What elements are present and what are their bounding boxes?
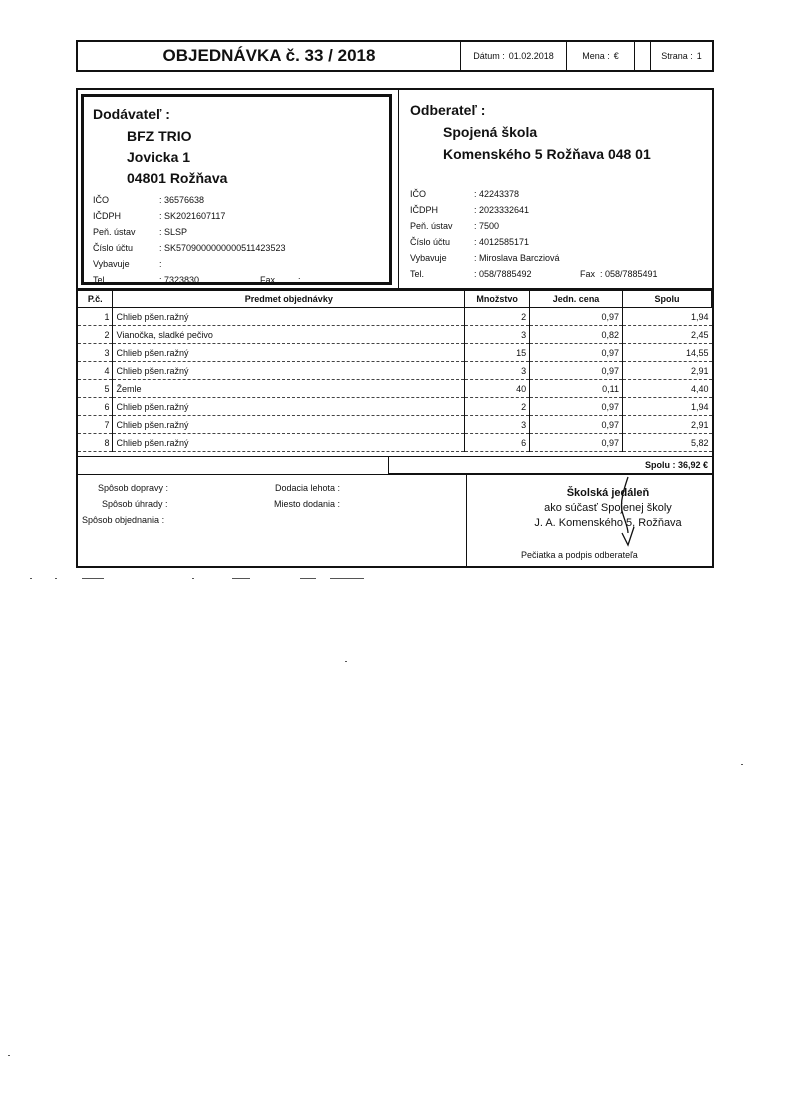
- cell-total: 2,91: [623, 416, 712, 434]
- customer-icdph-label: IČDPH: [410, 205, 439, 215]
- col-header-total: Spolu: [623, 291, 712, 308]
- items-table: [78, 290, 712, 452]
- cell-no: 8: [78, 434, 113, 452]
- cell-item: Chlieb pšen.ražný: [113, 434, 465, 452]
- page-value: 1: [696, 51, 702, 61]
- customer-handler-value: : Miroslava Barcziová: [474, 253, 560, 263]
- supplier-fax-label: Fax: [260, 275, 276, 285]
- cell-total: 4,40: [623, 380, 712, 398]
- customer-fax-label: Fax: [580, 269, 596, 279]
- cell-no: 3: [78, 344, 113, 362]
- cell-qty: 40: [465, 380, 530, 398]
- table-row: [78, 380, 712, 398]
- cell-qty: 3: [465, 362, 530, 380]
- items-section: [76, 290, 714, 476]
- cell-no: 1: [78, 308, 113, 326]
- cell-no: 2: [78, 326, 113, 344]
- currency-label: Mena :: [582, 51, 610, 61]
- page-label: Strana :: [661, 51, 693, 61]
- customer-bank-label: Peň. ústav: [410, 221, 453, 231]
- scan-speck: [300, 578, 316, 579]
- page-cell: [650, 42, 712, 70]
- cell-price: 0,97: [530, 416, 623, 434]
- scan-speck: [330, 578, 364, 579]
- supplier-account-value: : SK5709000000000511423523: [159, 243, 286, 253]
- supplier-bank-label: Peň. ústav: [93, 227, 136, 237]
- table-header-row: [78, 291, 712, 308]
- table-row: [78, 434, 712, 452]
- table-row: [78, 344, 712, 362]
- scan-speck: [30, 578, 32, 579]
- supplier-fax-value: :: [298, 275, 301, 285]
- cell-item: Vianočka, sladké pečivo: [113, 326, 465, 344]
- cell-qty: 2: [465, 398, 530, 416]
- delivery-term-label: Dodacia lehota :: [275, 483, 341, 493]
- cell-total: 5,82: [623, 434, 712, 452]
- scan-speck: [345, 661, 347, 662]
- customer-bank-value: : 7500: [474, 221, 500, 231]
- col-header-item: Predmet objednávky: [113, 291, 465, 308]
- cell-item: Chlieb pšen.ražný: [113, 308, 465, 326]
- scan-speck: [55, 578, 57, 579]
- handwritten-signature-icon: [598, 475, 658, 555]
- supplier-ico-label: IČO: [93, 195, 110, 205]
- supplier-icdph-label: IČDPH: [93, 211, 122, 221]
- currency-cell: [566, 42, 634, 70]
- cell-no: 7: [78, 416, 113, 434]
- parties-section: [76, 88, 714, 290]
- scan-speck: [741, 764, 743, 765]
- supplier-bank-value: : SLSP: [159, 227, 188, 237]
- table-row: [78, 398, 712, 416]
- cell-price: 0,97: [530, 362, 623, 380]
- supplier-handler-label: Vybavuje: [93, 259, 130, 269]
- supplier-account-label: Číslo účtu: [93, 243, 134, 253]
- parties-divider: [398, 90, 399, 288]
- scan-speck: [192, 578, 194, 579]
- customer-account-label: Číslo účtu: [410, 237, 451, 247]
- cell-qty: 2: [465, 308, 530, 326]
- supplier-handler-value: :: [159, 259, 162, 269]
- cell-item: Chlieb pšen.ražný: [113, 398, 465, 416]
- cell-price: 0,97: [530, 344, 623, 362]
- table-row: [78, 308, 712, 326]
- transport-label: Spôsob dopravy :: [98, 483, 169, 493]
- customer-phone-value: : 058/7885492: [474, 269, 532, 279]
- order-title: OBJEDNÁVKA č. 33 / 2018: [162, 46, 376, 65]
- cell-price: 0,82: [530, 326, 623, 344]
- date-value: 01.02.2018: [508, 51, 554, 61]
- stamp-line-1: Školská jedáleň: [566, 487, 650, 499]
- customer-icdph-value: : 2023332641: [474, 205, 530, 215]
- cell-total: 1,94: [623, 398, 712, 416]
- stamp-line-2: ako súčasť Spojenej školy: [544, 502, 672, 514]
- header-divider: [634, 42, 635, 70]
- table-row: [78, 362, 712, 380]
- cell-price: 0,97: [530, 398, 623, 416]
- scan-speck: [232, 578, 250, 579]
- customer-ico-value: : 42243378: [474, 189, 520, 199]
- customer-fax-value: : 058/7885491: [600, 269, 658, 279]
- cell-item: Žemle: [113, 380, 465, 398]
- supplier-street: Jovicka 1: [127, 149, 191, 165]
- cell-no: 5: [78, 380, 113, 398]
- cell-total: 2,45: [623, 326, 712, 344]
- cell-item: Chlieb pšen.ražný: [113, 362, 465, 380]
- col-header-price: Jedn. cena: [530, 291, 623, 308]
- supplier-ico-value: : 36576638: [159, 195, 205, 205]
- stamp-line-3: J. A. Komenského 5, Rožňava: [534, 517, 682, 529]
- order-header: [76, 40, 714, 72]
- col-header-qty: Množstvo: [465, 291, 530, 308]
- customer-handler-label: Vybavuje: [410, 253, 447, 263]
- customer-phone-label: Tel.: [410, 269, 425, 279]
- scan-speck: [82, 578, 104, 579]
- delivery-place-label: Miesto dodania :: [274, 499, 341, 509]
- date-label: Dátum :: [473, 51, 505, 61]
- cell-total: 1,94: [623, 308, 712, 326]
- supplier-box: [81, 94, 392, 285]
- cell-qty: 3: [465, 326, 530, 344]
- supplier-heading: Dodávateľ :: [93, 106, 170, 122]
- cell-no: 4: [78, 362, 113, 380]
- grand-total: Spolu : 36,92 €: [388, 456, 714, 474]
- stamp-divider: [466, 475, 467, 567]
- supplier-city: 04801 Rožňava: [127, 170, 228, 186]
- cell-no: 6: [78, 398, 113, 416]
- cell-qty: 3: [465, 416, 530, 434]
- supplier-icdph-value: : SK2021607117: [159, 211, 226, 221]
- cell-item: Chlieb pšen.ražný: [113, 416, 465, 434]
- cell-qty: 15: [465, 344, 530, 362]
- cell-item: Chlieb pšen.ražný: [113, 344, 465, 362]
- cell-price: 0,11: [530, 380, 623, 398]
- footer-section: [76, 474, 714, 568]
- customer-account-value: : 4012585171: [474, 237, 530, 247]
- supplier-phone-label: Tel.: [93, 275, 108, 285]
- supplier-name: BFZ TRIO: [127, 128, 192, 144]
- date-cell: [460, 42, 566, 70]
- payment-label: Spôsob úhrady :: [102, 499, 168, 509]
- customer-ico-label: IČO: [410, 189, 427, 199]
- signature-caption: Pečiatka a podpis odberateľa: [521, 550, 638, 560]
- currency-value: €: [613, 51, 619, 61]
- cell-qty: 6: [465, 434, 530, 452]
- customer-address: Komenského 5 Rožňava 048 01: [443, 146, 651, 162]
- col-header-no: P.č.: [78, 291, 113, 308]
- order-method-label: Spôsob objednania :: [82, 515, 165, 525]
- cell-total: 14,55: [623, 344, 712, 362]
- cell-total: 2,91: [623, 362, 712, 380]
- scan-speck: [8, 1055, 10, 1056]
- table-row: [78, 326, 712, 344]
- table-row: [78, 416, 712, 434]
- cell-price: 0,97: [530, 308, 623, 326]
- customer-name: Spojená škola: [443, 124, 538, 140]
- customer-heading: Odberateľ :: [410, 102, 486, 118]
- cell-price: 0,97: [530, 434, 623, 452]
- supplier-phone-value: : 7323830: [159, 275, 200, 285]
